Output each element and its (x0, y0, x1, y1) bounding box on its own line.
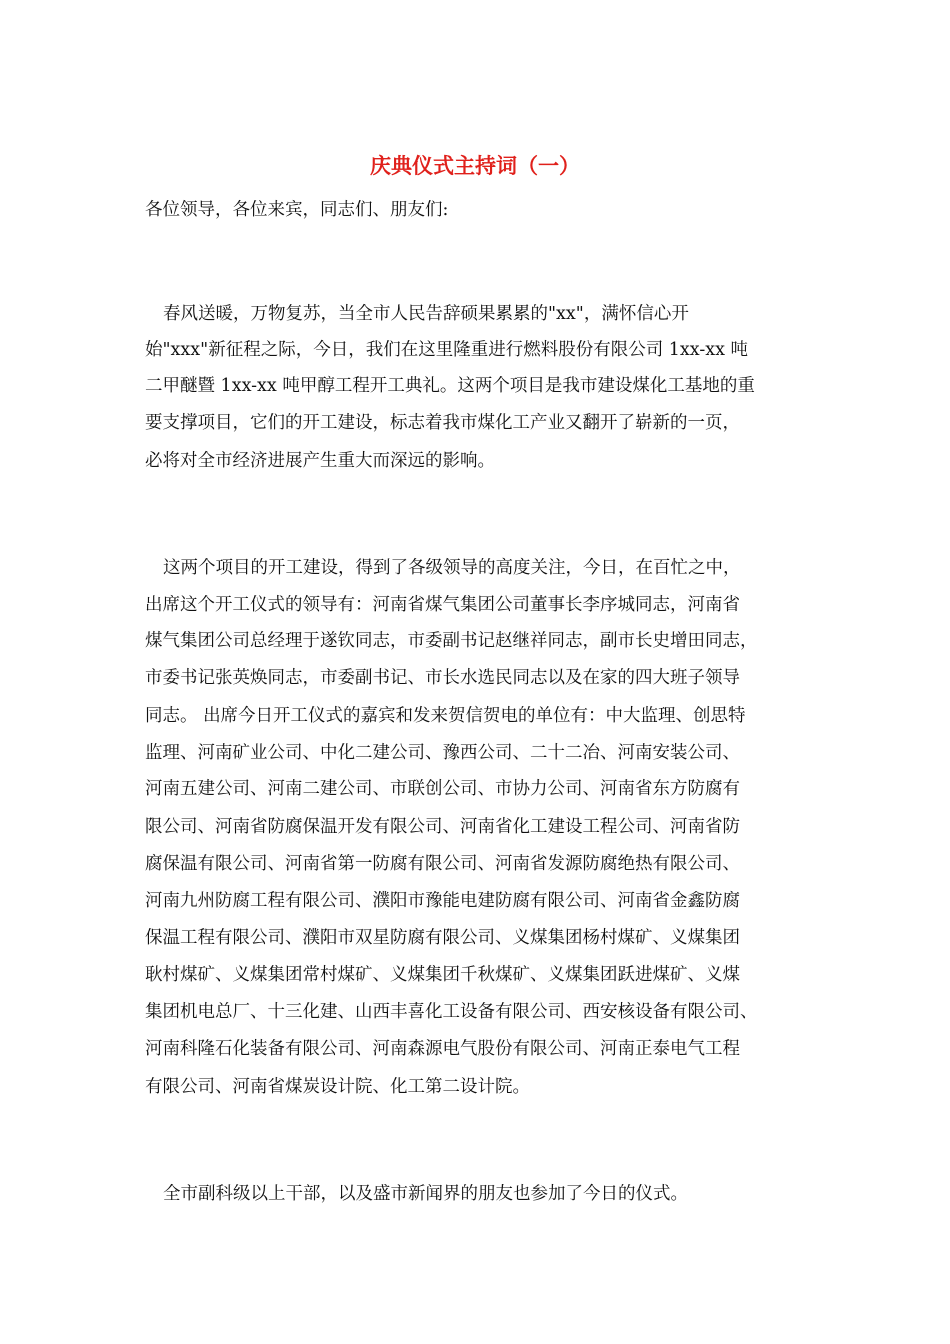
paragraph-2-line: 这两个项目的开工建设，得到了各级领导的高度关注，今日，在百忙之中， (163, 558, 741, 578)
paragraph-2-line: 出席这个开工仪式的领导有：河南省煤气集团公司董事长李序城同志，河南省 (145, 595, 740, 615)
paragraph-1-line: 二甲醚暨 1xx-xx 吨甲醇工程开工典礼。这两个项目是我市建设煤化工基地的重 (145, 376, 755, 396)
paragraph-1-line: 必将对全市经济进展产生重大而深远的影响。 (145, 451, 495, 471)
paragraph-2-line: 煤气集团公司总经理于遂钦同志，市委副书记赵继祥同志，副市长史增田同志， (145, 631, 758, 651)
document-title: 庆典仪式主持词（一） (370, 153, 580, 178)
salutation: 各位领导，各位来宾，同志们、朋友们: (145, 200, 449, 220)
paragraph-2-line: 集团机电总厂、十三化建、山西丰喜化工设备有限公司、西安核设备有限公司、 (145, 1002, 758, 1022)
paragraph-2-line: 河南九州防腐工程有限公司、濮阳市豫能电建防腐有限公司、河南省金鑫防腐 (145, 891, 740, 911)
paragraph-2-line: 河南科隆石化装备有限公司、河南森源电气股份有限公司、河南正泰电气工程 (145, 1039, 740, 1059)
paragraph-2-line: 腐保温有限公司、河南省第一防腐有限公司、河南省发源防腐绝热有限公司、 (145, 854, 740, 874)
paragraph-3-line: 全市副科级以上干部，以及盛市新闻界的朋友也参加了今日的仪式。 (163, 1184, 688, 1204)
paragraph-2-line: 市委书记张英焕同志，市委副书记、市长水选民同志以及在家的四大班子领导 (145, 668, 740, 688)
paragraph-2-line: 耿村煤矿、义煤集团常村煤矿、义煤集团千秋煤矿、义煤集团跃进煤矿、义煤 (145, 965, 740, 985)
paragraph-1-line: 要支撑项目，它们的开工建设，标志着我市煤化工产业又翻开了崭新的一页， (145, 413, 740, 433)
paragraph-2-line: 监理、河南矿业公司、中化二建公司、豫西公司、二十二冶、河南安装公司、 (145, 743, 740, 763)
paragraph-1-line: 始"xxx"新征程之际，今日，我们在这里隆重进行燃料股份有限公司 1xx-xx 吨 (145, 340, 749, 360)
paragraph-2-line: 同志。 出席今日开工仪式的嘉宾和发来贺信贺电的单位有：中大监理、创思特 (145, 706, 746, 726)
paragraph-2-line: 河南五建公司、河南二建公司、市联创公司、市协力公司、河南省东方防腐有 (145, 779, 740, 799)
paragraph-2-line: 限公司、河南省防腐保温开发有限公司、河南省化工建设工程公司、河南省防 (145, 817, 740, 837)
paragraph-2-line: 有限公司、河南省煤炭设计院、化工第二设计院。 (145, 1077, 530, 1097)
paragraph-2-line: 保温工程有限公司、濮阳市双星防腐有限公司、义煤集团杨村煤矿、义煤集团 (145, 928, 740, 948)
paragraph-1-line: 春风送暖，万物复苏，当全市人民告辞硕果累累的"xx"，满怀信心开 (163, 304, 689, 324)
